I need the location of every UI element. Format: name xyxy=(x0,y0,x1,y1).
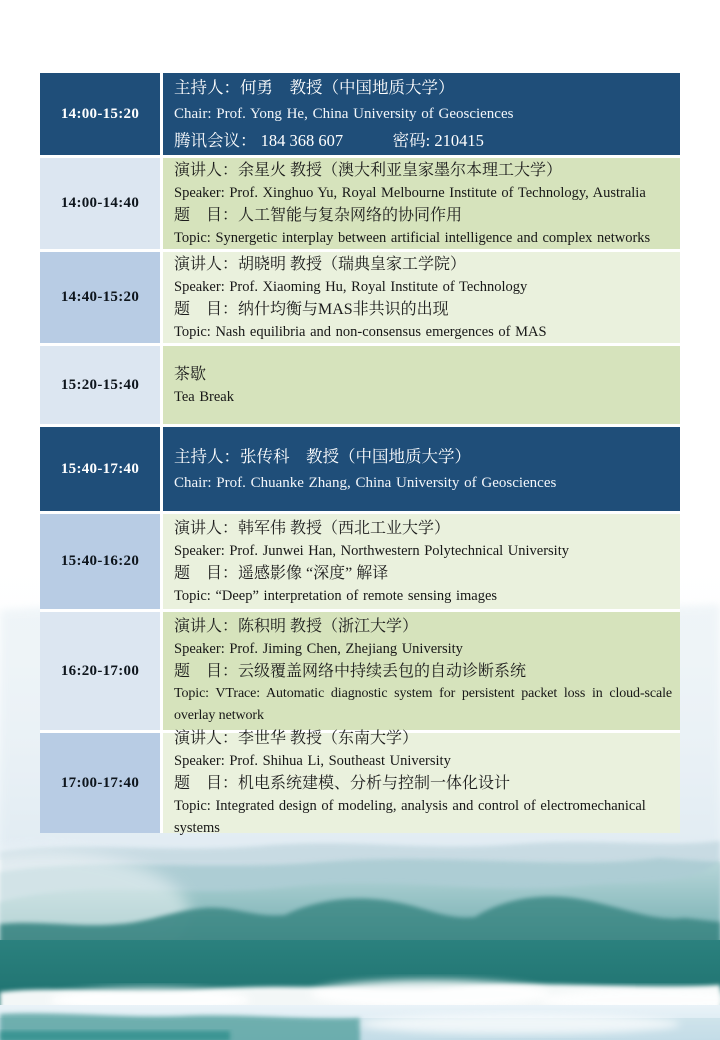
break-label-en: Tea Break xyxy=(174,388,234,405)
talk-title-zh: 题 目：遥感影像 “深度” 解译 xyxy=(174,564,389,582)
speaker-zh: 演讲人：胡晓明 教授（瑞典皇家工学院） xyxy=(174,255,467,273)
speaker-zh: 演讲人：陈积明 教授（浙江大学） xyxy=(174,618,419,635)
time-cell-talk1: 14:00-14:40 xyxy=(40,158,160,249)
time-cell-talk2: 14:40-15:20 xyxy=(40,252,160,343)
talk-topic-en: Topic: Synergetic interplay between artificial intelligence and complex networks xyxy=(174,229,651,246)
speaker-zh: 演讲人：韩军伟 教授（西北工业大学） xyxy=(174,519,451,537)
time-cell-talk5: 17:00-17:40 xyxy=(40,733,160,833)
time-cell-session1: 14:00-15:20 xyxy=(40,73,160,155)
talk-cell-5 xyxy=(163,730,680,836)
talk-cell-3 xyxy=(163,514,680,609)
meeting-info: 腾讯会议： 184 368 607 密码: 210415 xyxy=(174,131,484,150)
program-table xyxy=(40,73,680,836)
talk-topic-en: Topic: Integrated design of modeling, analysis and control of electromechanical systems xyxy=(174,798,646,836)
chair-name-en: Chair: Prof. Chuanke Zhang, China University of Geosciences xyxy=(174,474,557,491)
time-cell-talk3: 15:40-16:20 xyxy=(40,514,160,609)
chair-name-zh: 主持人：何勇 教授（中国地质大学） xyxy=(174,78,455,97)
chair-cell-session2 xyxy=(163,427,680,511)
time-cell-session2: 15:40-17:40 xyxy=(40,427,160,511)
speaker-en: Speaker: Prof. Shihua Li, Southeast University xyxy=(174,753,451,769)
chair-name-en: Chair: Prof. Yong He, China University of Geosciences xyxy=(174,106,514,122)
speaker-zh: 演讲人：余星火 教授（澳大利亚皇家墨尔本理工大学） xyxy=(174,161,563,179)
talk-topic-en: Topic: “Deep” interpretation of remote sensing images xyxy=(174,587,498,604)
time-cell-talk4: 16:20-17:00 xyxy=(40,612,160,730)
speaker-en: Speaker: Prof. Junwei Han, Northwestern Polytechnical University xyxy=(174,542,569,559)
talk-title-zh: 题 目：人工智能与复杂网络的协同作用 xyxy=(174,206,463,224)
talk-cell-4 xyxy=(163,612,680,730)
talk-title-zh: 题 目：机电系统建模、分析与控制一体化设计 xyxy=(174,775,511,792)
speaker-en: Speaker: Prof. Jiming Chen, Zhejiang University xyxy=(174,641,463,657)
time-cell-break: 15:20-15:40 xyxy=(40,346,160,424)
speaker-en: Speaker: Prof. Xiaoming Hu, Royal Institute of Technology xyxy=(174,278,528,295)
talk-title-zh: 题 目：纳什均衡与MAS非共识的出现 xyxy=(174,300,449,318)
break-label-zh: 茶歇 xyxy=(174,365,207,383)
talk-topic-en: Topic: Nash equilibria and non-consensus emergences of MAS xyxy=(174,323,547,340)
speaker-en: Speaker: Prof. Xinghuo Yu, Royal Melbourne Institute of Technology, Australia xyxy=(174,184,646,201)
talk-topic-en: Topic: VTrace: Automatic diagnostic system for persistent packet loss in cloud-scale overlay network xyxy=(174,686,672,723)
talk-cell-1 xyxy=(163,158,680,249)
chair-name-zh: 主持人：张传科 教授（中国地质大学） xyxy=(174,446,471,466)
chair-cell-session1 xyxy=(163,73,680,155)
speaker-zh: 演讲人：李世华 教授（东南大学） xyxy=(174,730,419,747)
break-cell xyxy=(163,346,680,424)
talk-title-zh: 题 目：云级覆盖网络中持续丢包的自动诊断系统 xyxy=(174,663,527,680)
talk-cell-2 xyxy=(163,252,680,343)
